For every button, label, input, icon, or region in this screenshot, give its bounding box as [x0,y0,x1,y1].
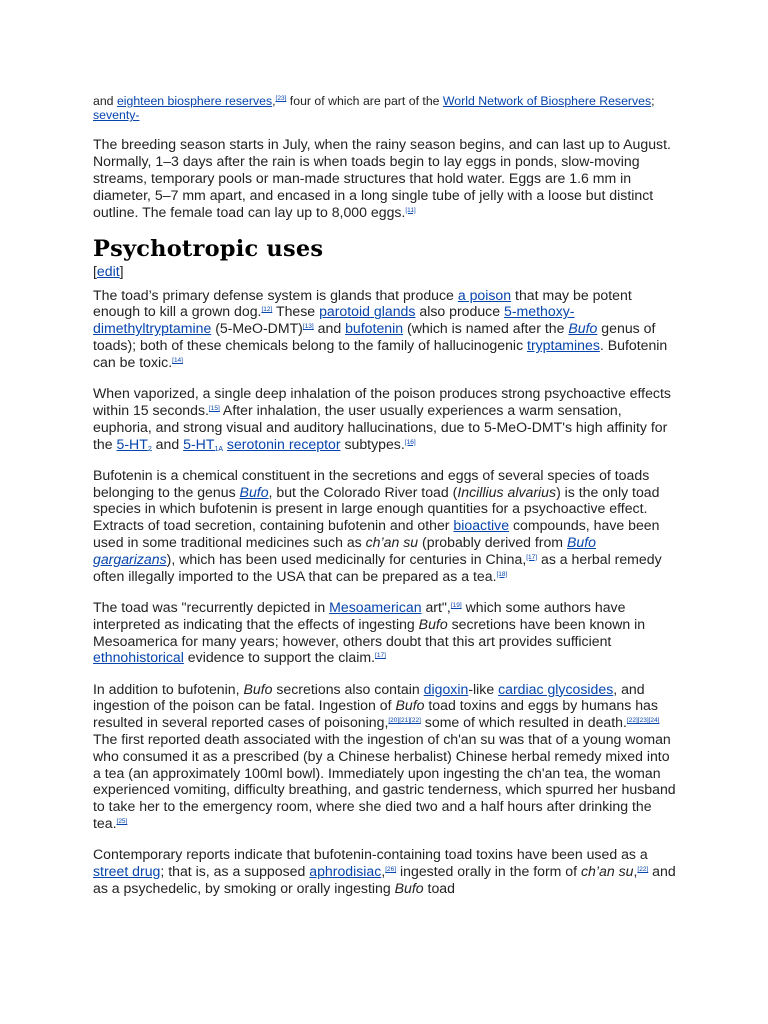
link-parotoid-glands[interactable]: parotoid glands [319,303,416,320]
link-cardiac-glycosides[interactable]: cardiac glycosides [498,680,614,697]
link-tryptamines[interactable]: tryptamines [527,337,600,354]
citation-link[interactable]: [19] [450,601,462,609]
citation-link[interactable]: [25] [116,818,128,825]
citation-link[interactable]: [23] [275,95,287,102]
link-seventy[interactable]: seventy- [93,108,140,123]
citation-link[interactable]: [17] [375,652,386,660]
link-a-poison[interactable]: a poison [457,286,512,303]
paragraph-vaporized: When vaporized, a single deep inhalation of the poison produces strong psychoactive effects within 15 seconds.[15] After inhalation, the user usually experiences a warm sensation, euphoria, and strong visual and auditory hallucinations, due to 5-MeO-DMT's high affinity for the $5-HT_2$ and $5-HT_{1A}$ serotonin receptor subtypes.[16] [93,385,671,453]
link-bufo[interactable]: Bufo [568,320,598,337]
link-digoxin[interactable]: digoxin [423,680,469,697]
italic-term: Bufo [394,879,424,896]
citation-link[interactable]: [26] [385,866,397,874]
link-eighteen-biosphere-reserves[interactable]: eighteen biosphere reserves [116,94,273,108]
citation-ref[interactable] [451,602,462,609]
citation-ref[interactable] [117,818,128,825]
paragraph-biosphere: and eighteen biosphere reserves,[23] four of which are part of the World Network of Biosphere Reserves; seventy- [93,94,655,123]
citation-ref[interactable] [385,866,396,873]
citation-ref[interactable] [405,207,415,214]
link-5-ht1a[interactable]: $5-HT_{1A}$ [183,435,223,453]
citation-link[interactable]: [11] [405,206,416,214]
link-mesoamerican[interactable]: Mesoamerican [329,598,422,615]
link-bufotenin[interactable]: bufotenin [345,320,404,337]
paragraph-bufotenin: Bufotenin is a chemical constituent in the secretions and eggs of several species of toads belonging to the genus Bufo, but the Colorado River toad (Incillius alvarius) is the only toad species in which bufotenin is present in large enough quantities for a psychoactive effect. Extracts of toad secretion, containing bufotenin and other bioactive compounds, have been used in some traditional medicines such as ch’an su (probably derived from Bufo gargarizans), which has been used medicinally for centuries in China,[17] as a herbal remedy often illegally imported to the USA that can be prepared as a tea.[18] [93,466,662,584]
citation-link[interactable]: [13] [302,323,314,331]
citation-ref[interactable] [497,571,508,578]
citation-ref[interactable] [405,439,416,446]
edit-bracket-open: [ [93,262,97,279]
italic-term: ch’an su [365,534,419,551]
edit-bracket-close: ] [119,262,124,279]
paragraph-mesoamerican: The toad was "recurrently depicted in Mesoamerican art",[19] which some authors have interpreted as indicating that the effects of ingesting Bufo secretions have been known in Mesoamerica for many years; however, others doubt that this art provides sufficient ethnohistorical evidence to support the claim.[17] [93,598,646,666]
citation-link[interactable]: [14] [172,356,183,364]
citation-ref[interactable] [276,95,287,102]
paragraph-digoxin: In addition to bufotenin, Bufo secretions also contain digoxin-like cardiac glycosides, and ingestion of the poison can be fatal. Ingestion of Bufo toad toxins and eggs by humans has resulted in several reported cases of poisoning,[20][21][22] some of which resulted in death.[22][23][24] The first reported death associated with the ingestion of ch'an su was that of a young woman who consumed it as a prescribed (by a Chinese herbalist) Chinese herbal remedy mixed into a tea (an approximately 100ml bowl). Immediately upon ingesting the ch'an tea, the woman experienced vomiting, difficulty breathing, and gastric tenderness, which spurred her husband to take her to the emergency room, where she died two and a half hours after drinking the tea.[25] [93,680,676,831]
citation-link[interactable]: [15] [208,404,220,412]
citation-link[interactable]: [12] [261,306,273,314]
paragraph-defense: The toad’s primary defense system is glands that produce a poison that may be potent enough to kill a grown dog.[12] These parotoid glands also produce 5-methoxy-dimethyltryptamine (5-MeO-DMT)[13] and bufotenin (which is named after the Bufo genus of toads); both of these chemicals belong to the family of hallucinogenic tryptamines. Bufotenin can be toxic.[14] [93,286,668,370]
citation-link[interactable]: [16] [404,438,416,446]
link-aphrodisiac[interactable]: aphrodisiac [309,863,382,880]
italic-term: Bufo [243,680,273,697]
section-edit [93,263,676,280]
link-5-ht2[interactable]: $5-HT_2$ [116,435,152,453]
citation-ref[interactable] [627,717,660,724]
link-serotonin-receptor[interactable]: serotonin receptor [226,435,341,452]
italic-term: Bufo [395,697,425,714]
citation-ref[interactable] [209,405,220,412]
paragraph-contemporary: Contemporary reports indicate that bufotenin-containing toad toxins have been used as a street drug; that is, as a supposed aphrodisiac,[26] ingested orally in the form of ch’an su,[22] and as a psychedelic, by smoking or orally ingesting Bufo toad [93,846,676,896]
paragraph-breeding: The breeding season starts in July, when the rainy season begins, and can last up to August. Normally, 1–3 days after the rain is when toads begin to lay eggs in ponds, slow-moving streams, temporary pools or man-made structures that hold water. Eggs are 1.6 mm in diameter, 5–7 mm apart, and encased in a long single tube of jelly with a loose but distinct outline. The female toad can lay up to 8,000 eggs.[11] [93,136,671,220]
section-heading: Psychotropic uses [93,235,324,262]
italic-term: Incillius alvarius [457,483,557,500]
citation-ref[interactable] [172,357,183,364]
citation-ref[interactable] [261,306,272,313]
edit-link[interactable]: edit [96,262,120,279]
italic-term: ch’an su [580,863,634,880]
citation-ref[interactable] [375,652,386,659]
citation-link[interactable]: [22][23][24] [626,717,660,725]
citation-ref[interactable] [637,866,648,873]
link-bufo-genus[interactable]: Bufo [239,483,269,500]
link-bufo-gargarizans[interactable]: Bufo gargarizans [93,534,596,567]
citation-link[interactable]: [18] [496,570,508,578]
link-world-network-biosphere-reserves[interactable]: World Network of Biosphere Reserves [442,94,652,108]
link-5-meo-dmt[interactable]: 5-methoxy-dimethyltryptamine [93,303,575,337]
citation-ref[interactable] [388,717,421,724]
italic-term: Bufo [418,615,448,632]
link-street-drug[interactable]: street drug [93,863,161,880]
link-bioactive[interactable]: bioactive [453,517,510,534]
citation-link[interactable]: [22] [637,866,649,874]
citation-link[interactable]: [17] [526,553,538,561]
citation-ref[interactable] [303,323,314,330]
link-ethnohistorical[interactable]: ethnohistorical [93,649,184,666]
citation-ref[interactable] [526,554,537,561]
article-content [93,94,676,911]
citation-link[interactable]: [20][21][22] [388,717,421,725]
